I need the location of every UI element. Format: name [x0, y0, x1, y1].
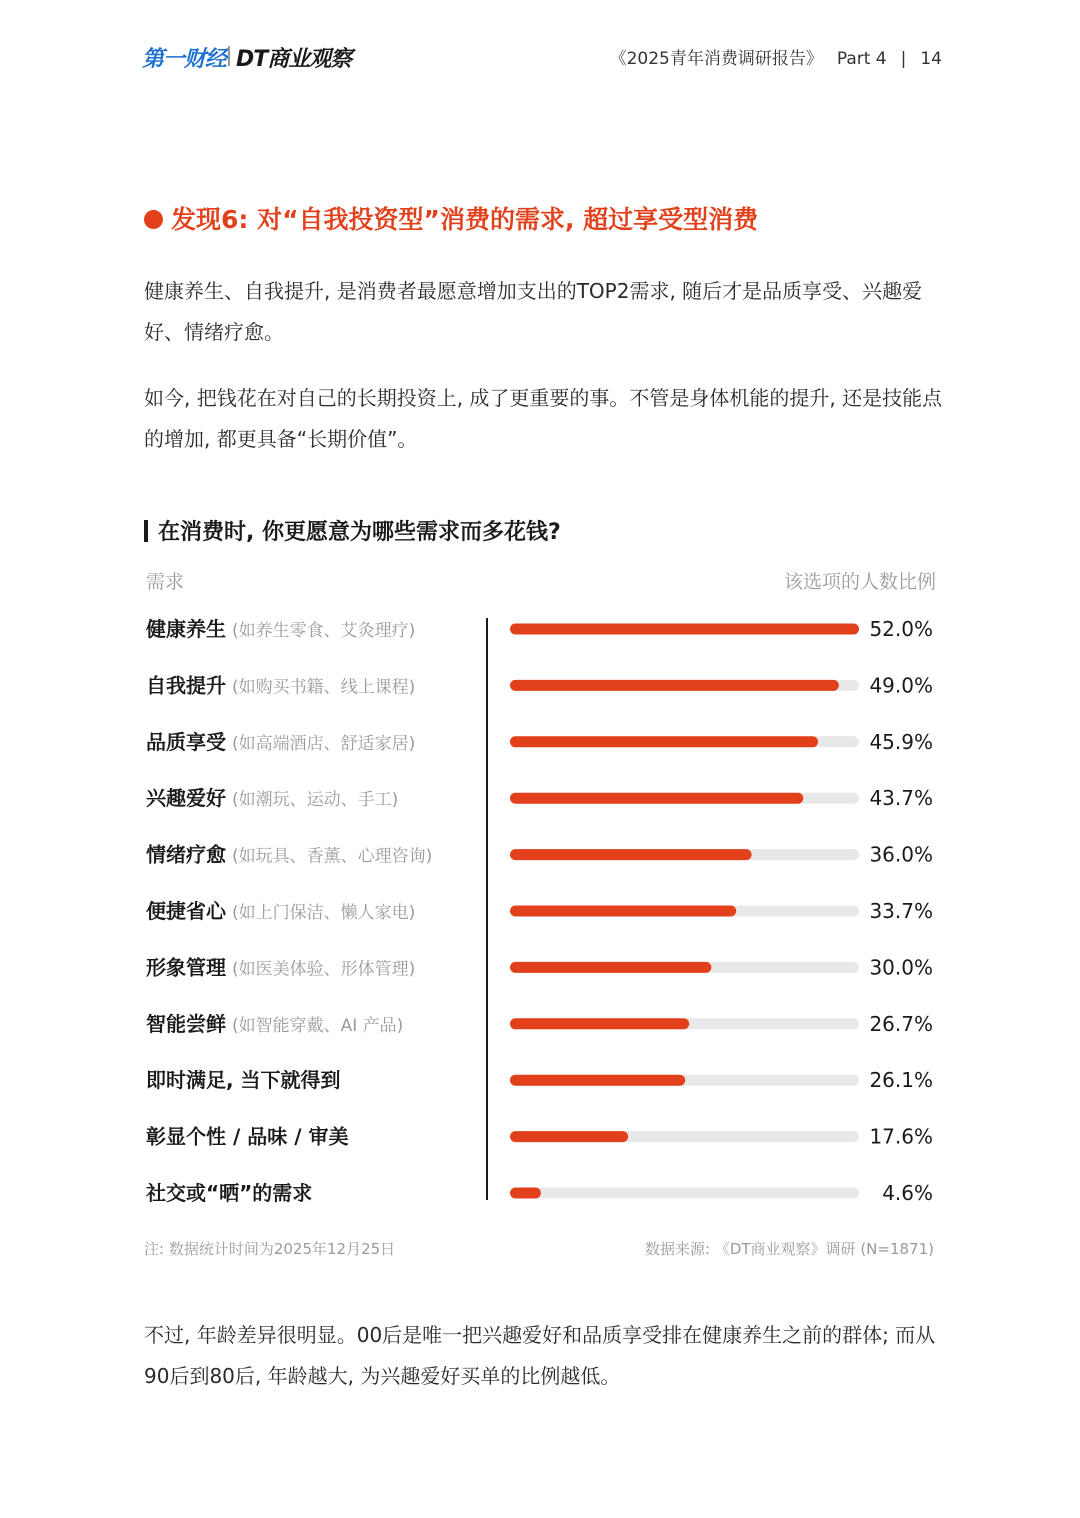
part-label: Part 4 [836, 49, 887, 69]
value-label: 45.9% [869, 729, 933, 754]
category-note: (如购买书籍、线上课程) [232, 677, 416, 698]
category-name: 社交或“晒”的需求 [146, 1181, 313, 1205]
category-label [146, 1125, 348, 1149]
value-label: 36.0% [869, 842, 933, 867]
category-note: (如玩具、香薰、心理咨询) [232, 846, 433, 867]
category-name: 兴趣爱好 [146, 786, 226, 811]
bar [510, 1075, 685, 1086]
closing-paragraph: 不过, 年龄差异很明显。00后是唯一把兴趣爱好和品质享受排在健康养生之前的群体; 而从90后到80后, 年龄越大, 为兴趣爱好买单的比例越低。 [144, 1323, 936, 1388]
finding-title: 发现6: 对“自我投资型”消费的需求, 超过享受型消费 [171, 205, 759, 234]
bar [510, 1188, 541, 1199]
date-note: 注: 数据统计时间为2025年12月25日 [144, 1240, 396, 1258]
bar [510, 1131, 628, 1142]
category-name: 品质享受 [146, 729, 226, 754]
bar [510, 680, 839, 691]
category-label [146, 730, 415, 754]
category-name: 自我提升 [146, 673, 226, 698]
category-note: (如医美体验、形体管理) [232, 959, 416, 980]
yicai-logo: 第一财经 [142, 47, 227, 72]
category-name: 彰显个性 / 品味 / 审美 [146, 1124, 349, 1149]
value-label: 52.0% [869, 617, 933, 641]
category-note: (如智能穿戴、AI 产品) [232, 1015, 404, 1036]
value-label: 26.7% [869, 1011, 933, 1036]
category-note: (如上门保洁、懒人家电) [232, 903, 416, 923]
category-note: (如潮玩、运动、手工) [232, 790, 399, 811]
category-label [146, 786, 398, 810]
category-label [145, 1181, 312, 1205]
bar [510, 793, 803, 804]
category-column-header: 需求 [146, 571, 185, 593]
category-label [146, 1012, 403, 1036]
category-name: 便捷省心 [146, 899, 226, 923]
value-label: 33.7% [869, 899, 933, 923]
header-divider: | [900, 49, 907, 69]
category-label [145, 843, 432, 867]
category-label [146, 1068, 341, 1092]
category-label [146, 899, 415, 923]
report-title: 《2025青年消费调研报告》 [609, 49, 823, 69]
category-name: 即时满足, 当下就得到 [146, 1068, 341, 1093]
dt-logo: DT商业观察 [236, 47, 352, 72]
category-note: (如高端酒店、舒适家居) [232, 733, 416, 754]
category-name: 健康养生 [146, 617, 226, 641]
intro-paragraph-2: 如今, 把钱花在对自己的长期投资上, 成了更重要的事。不管是身体机能的提升, 还是技能点的增加, 都更具备“长期价值”。 [144, 386, 943, 451]
chart-title-text: 在消费时, 你更愿意为哪些需求而多花钱? [158, 520, 561, 545]
value-label: 43.7% [869, 786, 933, 811]
source-note: 数据来源: 《DT商业观察》调研 (N=1871) [645, 1240, 934, 1258]
intro-paragraph-1: 健康养生、自我提升, 是消费者最愿意增加支出的TOP2需求, 随后才是品质享受、兴趣爱好、情绪疗愈。 [144, 279, 923, 344]
category-name: 情绪疗愈 [146, 842, 226, 867]
value-label: 17.6% [869, 1124, 933, 1149]
value-label: 30.0% [869, 955, 933, 980]
category-name: 智能尝鲜 [146, 1011, 226, 1036]
category-label [146, 673, 415, 697]
value-label: 4.6% [882, 1181, 933, 1205]
bar-track [510, 1188, 859, 1199]
bar [510, 624, 859, 635]
category-label [146, 955, 415, 979]
page-number: 14 [920, 49, 942, 69]
category-note: (如养生零食、艾灸理疗) [232, 621, 416, 641]
value-column-header: 该选项的人数比例 [783, 571, 936, 593]
bar [510, 962, 711, 973]
bar [510, 906, 736, 917]
category-name: 形象管理 [146, 955, 226, 980]
value-label: 49.0% [869, 673, 933, 698]
bar [510, 736, 818, 747]
category-label [145, 617, 415, 641]
value-label: 26.1% [869, 1068, 933, 1093]
bar [510, 1018, 689, 1029]
bar [510, 849, 752, 860]
